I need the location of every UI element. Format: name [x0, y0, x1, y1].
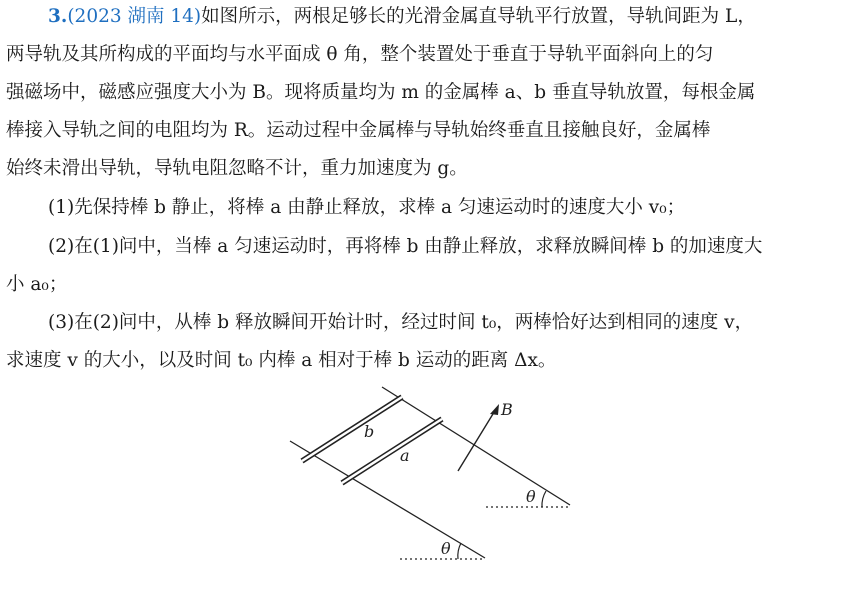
- problem-line-5: 始终未滑出导轨，导轨电阻忽略不计，重力加速度为 g。: [6, 158, 468, 179]
- label-rod-a: a: [400, 446, 410, 465]
- problem-line-4: 棒接入导轨之间的电阻均为 R。运动过程中金属棒与导轨始终垂直且接触良好，金属棒: [6, 120, 711, 141]
- question-2: (2)在(1)问中，当棒 a 匀速运动时，再将棒 b 由静止释放，求释放瞬间棒 b 的加速度大: [48, 236, 763, 257]
- rail-diagram: [270, 385, 590, 585]
- question-3: (3)在(2)问中，从棒 b 释放瞬间开始计时，经过时间 t₀，两棒恰好达到相同的速度 v，: [48, 312, 754, 333]
- label-field-b: B: [501, 400, 513, 419]
- problem-line-1: [48, 4, 756, 30]
- lower-rail: [290, 441, 485, 558]
- problem-line-3: 强磁场中，磁感应强度大小为 B。现将质量均为 m 的金属棒 a、b 垂直导轨放置，每根金属: [6, 82, 756, 103]
- label-angle-right: θ: [526, 487, 536, 506]
- angle-arc-right: [542, 491, 546, 507]
- problem-line-1-text: 如图所示，两根足够长的光滑金属直导轨平行放置，导轨间距为 L，: [201, 6, 756, 27]
- label-rod-b: b: [364, 422, 375, 441]
- angle-arc-bottom: [458, 543, 461, 559]
- upper-rail: [382, 387, 570, 505]
- question-2-cont: 小 a₀；: [6, 274, 68, 295]
- problem-number: 3.: [48, 6, 68, 27]
- label-angle-bottom: θ: [441, 539, 451, 558]
- problem-line-2: 两导轨及其所构成的平面均与水平面成 θ 角，整个装置处于垂直于导轨平面斜向上的匀: [6, 44, 714, 65]
- question-3-cont: 求速度 v 的大小，以及时间 t₀ 内棒 a 相对于棒 b 运动的距离 Δx。: [6, 350, 557, 371]
- rail-diagram-svg: [270, 385, 590, 585]
- problem-source: (2023 湖南 14): [67, 6, 202, 27]
- question-1: (1)先保持棒 b 静止，将棒 a 由静止释放，求棒 a 匀速运动时的速度大小 v₀；: [48, 197, 686, 218]
- magnetic-field-arrow: [458, 404, 499, 471]
